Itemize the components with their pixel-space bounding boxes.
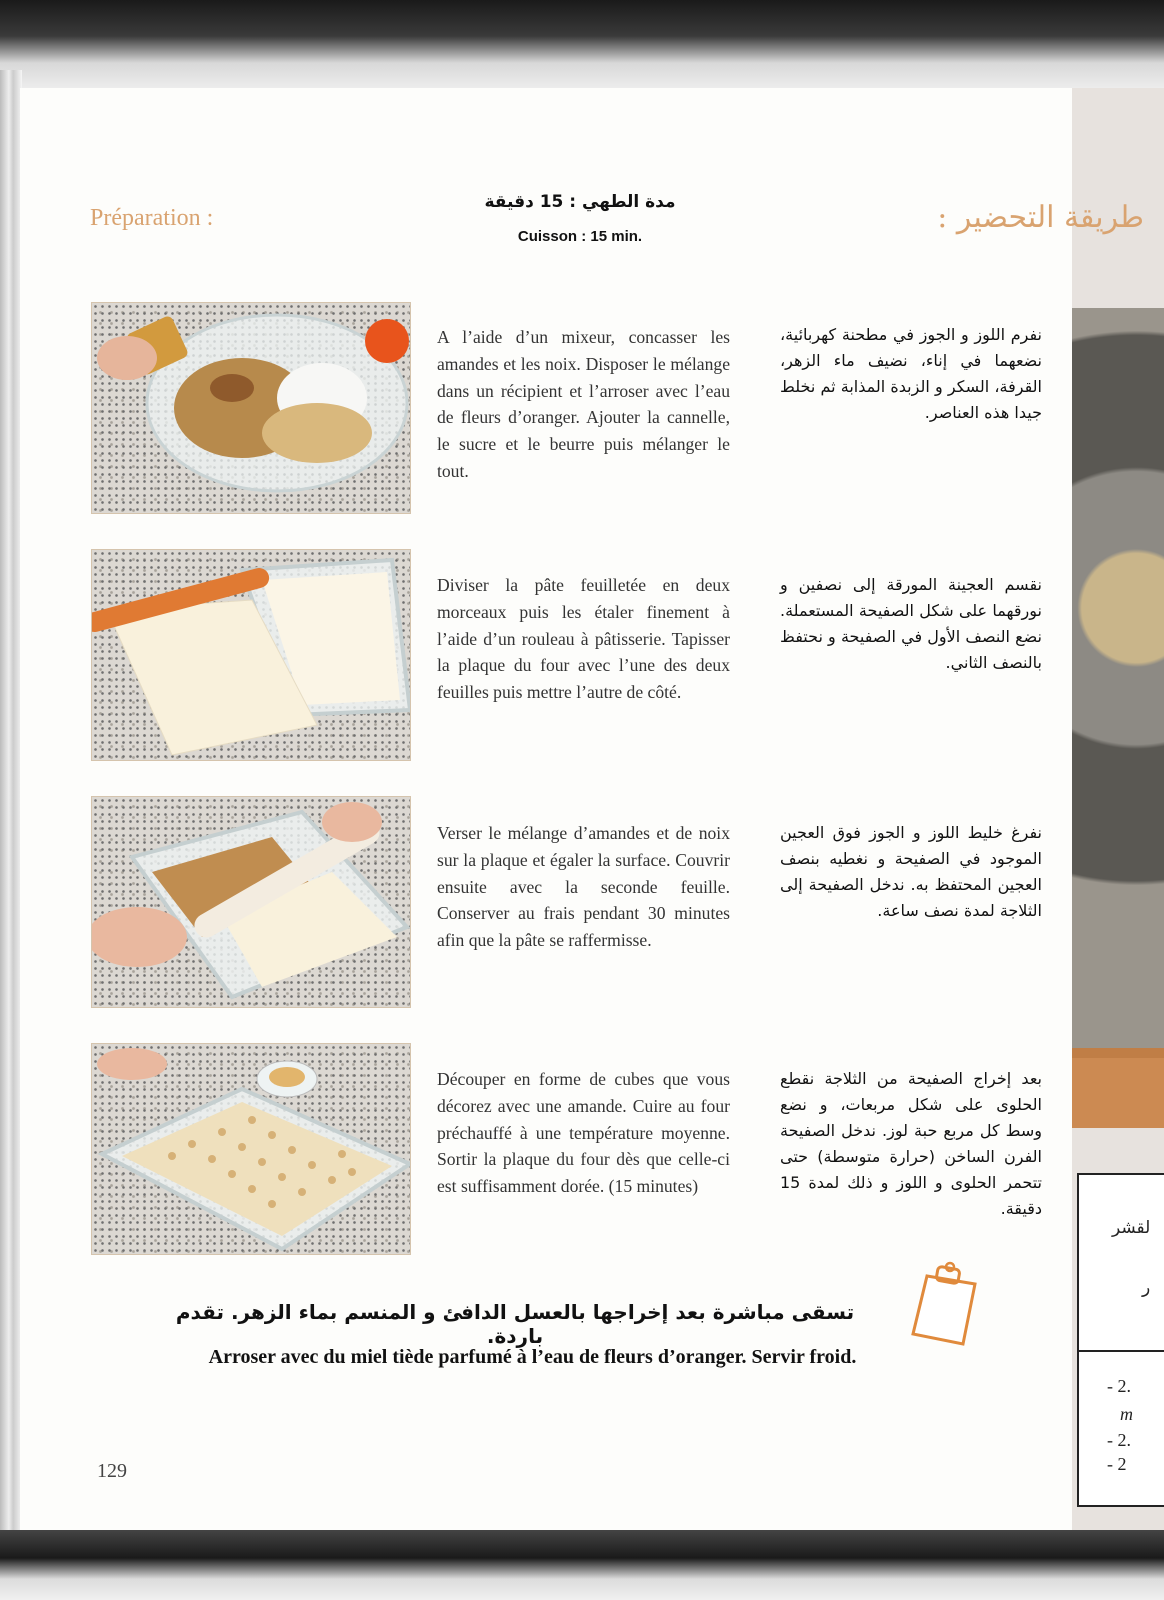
facing-fragment: - 2. bbox=[1107, 1376, 1131, 1396]
step-1-text-ar: نفرم اللوز و الجوز في مطحنة كهربائية، نضعهما في إناء، نضيف ماء الزهر، القرفة، السكر و الزبدة المذابة ثم نخلط جيدا هذه العناصر. bbox=[780, 325, 1042, 422]
tip-text-fr: Arroser avec du miel tiède parfumé à l’eau de fleurs d’oranger. Servir froid. bbox=[208, 1346, 857, 1368]
step-1-photo bbox=[91, 302, 411, 514]
facing-fragment: m bbox=[1120, 1404, 1133, 1424]
facing-fragment: لقشر bbox=[1112, 1218, 1151, 1238]
page-number: 129 bbox=[97, 1460, 127, 1482]
page-stack-edge bbox=[0, 70, 22, 1540]
facing-fragment: - 2 bbox=[1107, 1454, 1127, 1474]
facing-fragment: ر bbox=[1142, 1278, 1151, 1298]
scan-top-edge bbox=[0, 0, 1164, 90]
step-1-text-fr: A l’aide d’un mixeur, concasser les amandes et les noix. Disposer le mélange dans un récipient et l’arroser avec l’eau de fleurs d’oranger. Ajouter la cannelle, le sucre et le beurre puis mélanger le tout. bbox=[437, 327, 730, 481]
step-3-text-fr: Verser le mélange d’amandes et de noix sur la plaque et égaler la surface. Couvrir ensuite avec la seconde feuille. Conserver au frais pendant 30 minutes afin que la pâte se raffermisse. bbox=[437, 823, 730, 951]
step-4-text-fr: Découper en forme de cubes que vous décorez avec une amande. Cuire au four préchauffé à une température moyenne. Sortir la plaque du four dès que celle-ci est suffisamment dorée. (15 minutes) bbox=[437, 1069, 730, 1197]
scan-bottom-edge bbox=[0, 1530, 1164, 1600]
step-2-text-fr: Diviser la pâte feuilletée en deux morceaux puis les étaler finement à l’aide d’un rouleau à pâtisserie. Tapisser la plaque du four avec l’une des deux feuilles puis mettre l’autre de côté. bbox=[437, 575, 730, 703]
facing-page-band bbox=[1072, 1048, 1164, 1128]
step-3-text-ar: نفرغ خليط اللوز و الجوز فوق العجين الموجود في الصفيحة و نغطيه بنصف العجين المحتفظ به. ندخل الصفيحة إلى الثلاجة لمدة نصف ساعة. bbox=[780, 823, 1042, 920]
step-4-text-ar: بعد إخراج الصفيحة من الثلاجة نقطع الحلوى على شكل مربعات، و نضع وسط كل مربع حبة لوز. ندخل الصفيحة الفرن الساخن (حرارة متوسطة) حتى تتحمر الحلوى و اللوز و ذلك لمدة 15 دقيقة. bbox=[780, 1069, 1042, 1218]
facing-page-photo bbox=[1072, 308, 1164, 1058]
clipboard-icon bbox=[905, 1258, 985, 1348]
step-2-text-ar: نقسم العجينة المورقة إلى نصفين و نورقهما على شكل الصفيحة المستعملة. نضع النصف الأول في الصفيحة و نحتفظ بالنصف الثاني. bbox=[780, 575, 1042, 672]
heading-ar: طريقة التحضير : bbox=[937, 200, 1144, 235]
cook-time-ar: مدة الطهي : 15 دقيقة bbox=[484, 192, 676, 212]
facing-fragment: - 2. bbox=[1107, 1430, 1131, 1450]
heading-fr: Préparation : bbox=[90, 205, 214, 231]
tip-text-ar: تسقى مباشرة بعد إخراجها بالعسل الدافئ و المنسم بماء الزهر. تقدم باردة. bbox=[175, 1300, 855, 1348]
step-3-photo bbox=[91, 796, 411, 1008]
step-2-photo bbox=[91, 549, 411, 761]
cook-time-fr: Cuisson : 15 min. bbox=[517, 228, 643, 245]
step-4-photo bbox=[91, 1043, 411, 1255]
facing-page bbox=[1072, 88, 1164, 1533]
